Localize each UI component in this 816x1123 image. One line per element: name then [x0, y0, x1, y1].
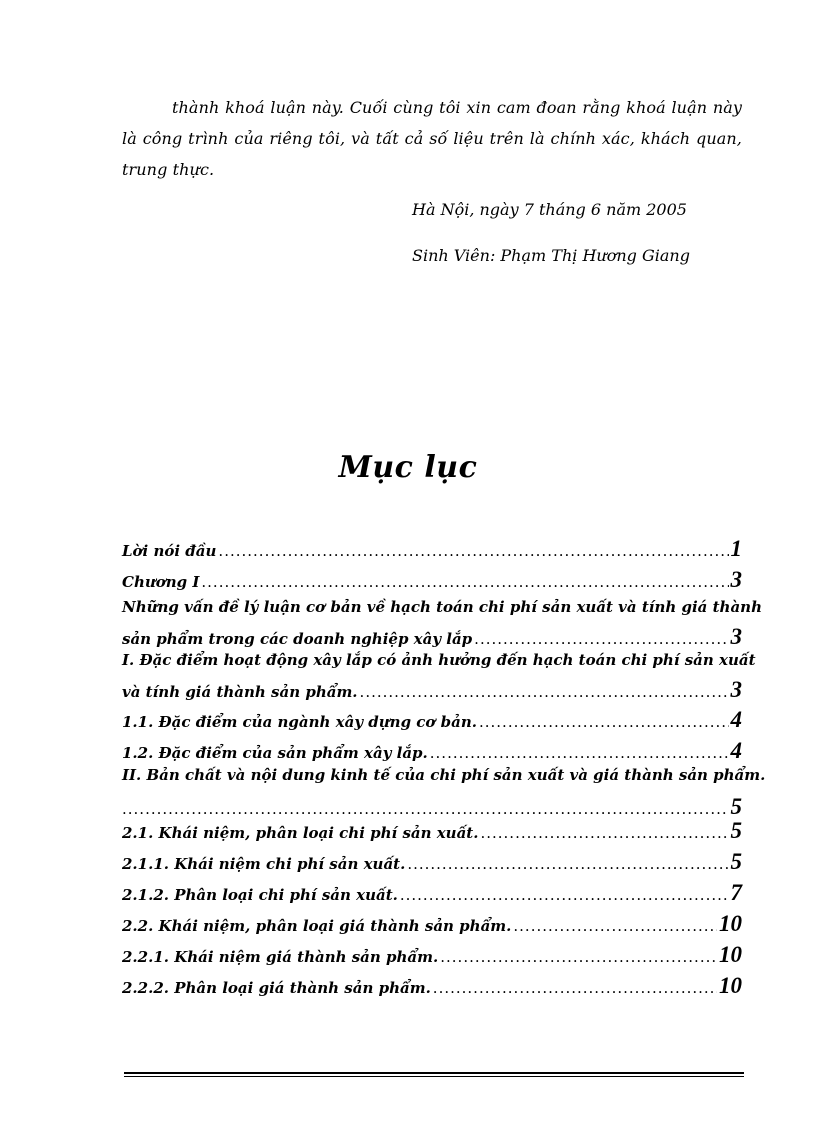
toc-page-number: 4	[730, 707, 742, 732]
toc-page-number: 7	[730, 880, 742, 905]
toc-entry-text: 2.1.1. Khái niệm chi phí sản xuất.	[122, 855, 406, 873]
signoff-name: Sinh Viên: Phạm Thị Hương Giang	[412, 246, 690, 265]
toc-leader-dots	[400, 886, 729, 904]
toc-page-number: 4	[730, 738, 742, 763]
toc-entry-text: 1.1. Đặc điểm của ngành xây dựng cơ bản.	[122, 713, 477, 731]
toc-leader-dots	[122, 800, 729, 818]
toc-leader-dots	[201, 573, 728, 591]
toc-entry-text: Lời nói đầu	[122, 542, 217, 560]
toc-entry[interactable]	[122, 567, 742, 592]
toc-page-number: 3	[730, 624, 742, 649]
toc-page-number: 10	[719, 973, 742, 998]
toc-entry[interactable]	[122, 536, 742, 561]
toc-entry[interactable]	[122, 818, 742, 843]
toc-page-number: 3	[730, 677, 742, 702]
toc-entry[interactable]	[122, 973, 742, 998]
toc-page-number: 3	[730, 567, 742, 592]
toc-entry[interactable]	[122, 880, 742, 905]
toc-entry[interactable]	[122, 651, 756, 702]
toc-entry-text: và tính giá thành sản phẩm.	[122, 683, 358, 701]
toc-entry-text: 2.1. Khái niệm, phân loại chi phí sản xuất.	[122, 824, 479, 842]
toc-leader-dots	[430, 744, 729, 762]
toc-entry[interactable]	[122, 942, 742, 967]
toc-leader-dots	[480, 824, 728, 842]
toc-leader-dots	[407, 855, 728, 873]
toc-entry-text: 2.2.2. Phân loại giá thành sản phẩm.	[122, 979, 431, 997]
toc-entry-line1: I. Đặc điểm hoạt động xây lắp có ảnh hưởng đến hạch toán chi phí sản xuất	[122, 651, 756, 669]
toc-entry-text: 2.1.2. Phân loại chi phí sản xuất.	[122, 886, 398, 904]
toc-page-number: 5	[730, 849, 742, 874]
footer-double-rule	[124, 1072, 744, 1077]
toc-page-number: 1	[730, 536, 742, 561]
toc-entry-text: sản phẩm trong các doanh nghiệp xây lắp	[122, 630, 473, 648]
toc-leader-dots	[513, 917, 717, 935]
toc-page-number: 10	[719, 942, 742, 967]
toc-page-number: 10	[719, 911, 742, 936]
toc-leader-dots	[218, 542, 728, 560]
closing-paragraph: thành khoá luận này. Cuối cùng tôi xin cam đoan rằng khoá luận này là công trình của riêng tôi, và tất cả số liệu trên là chính xác, khách quan, trung thực.	[122, 98, 742, 179]
toc-leader-dots	[360, 683, 729, 701]
signoff-date: Hà Nội, ngày 7 tháng 6 năm 2005	[412, 200, 687, 219]
toc-leader-dots	[479, 713, 729, 731]
toc-entry-line1: Những vấn đề lý luận cơ bản về hạch toán chi phí sản xuất và tính giá thành	[122, 598, 762, 616]
toc-entry-text: 1.2. Đặc điểm của sản phẩm xây lắp.	[122, 744, 428, 762]
toc-page-number: 5	[730, 794, 742, 819]
toc-entry-text: Chương I	[122, 573, 200, 591]
toc-entry-text: 2.2.1. Khái niệm giá thành sản phẩm.	[122, 948, 439, 966]
toc-entry[interactable]	[122, 707, 742, 732]
toc-leader-dots	[440, 948, 717, 966]
toc-entry[interactable]	[122, 849, 742, 874]
toc-title: Mục lục	[338, 450, 478, 485]
toc-leader-dots	[433, 979, 717, 997]
toc-page-number: 5	[730, 818, 742, 843]
toc-entry[interactable]	[122, 738, 742, 763]
toc-entry[interactable]	[122, 911, 742, 936]
toc-leader-dots	[474, 630, 728, 648]
toc-entry-text: 2.2. Khái niệm, phân loại giá thành sản phẩm.	[122, 917, 512, 935]
toc-entry[interactable]	[122, 598, 762, 649]
toc-entry-line1: II. Bản chất và nội dung kinh tế của chi phí sản xuất và giá thành sản phẩm.	[122, 766, 766, 784]
toc-entry[interactable]	[122, 766, 766, 819]
